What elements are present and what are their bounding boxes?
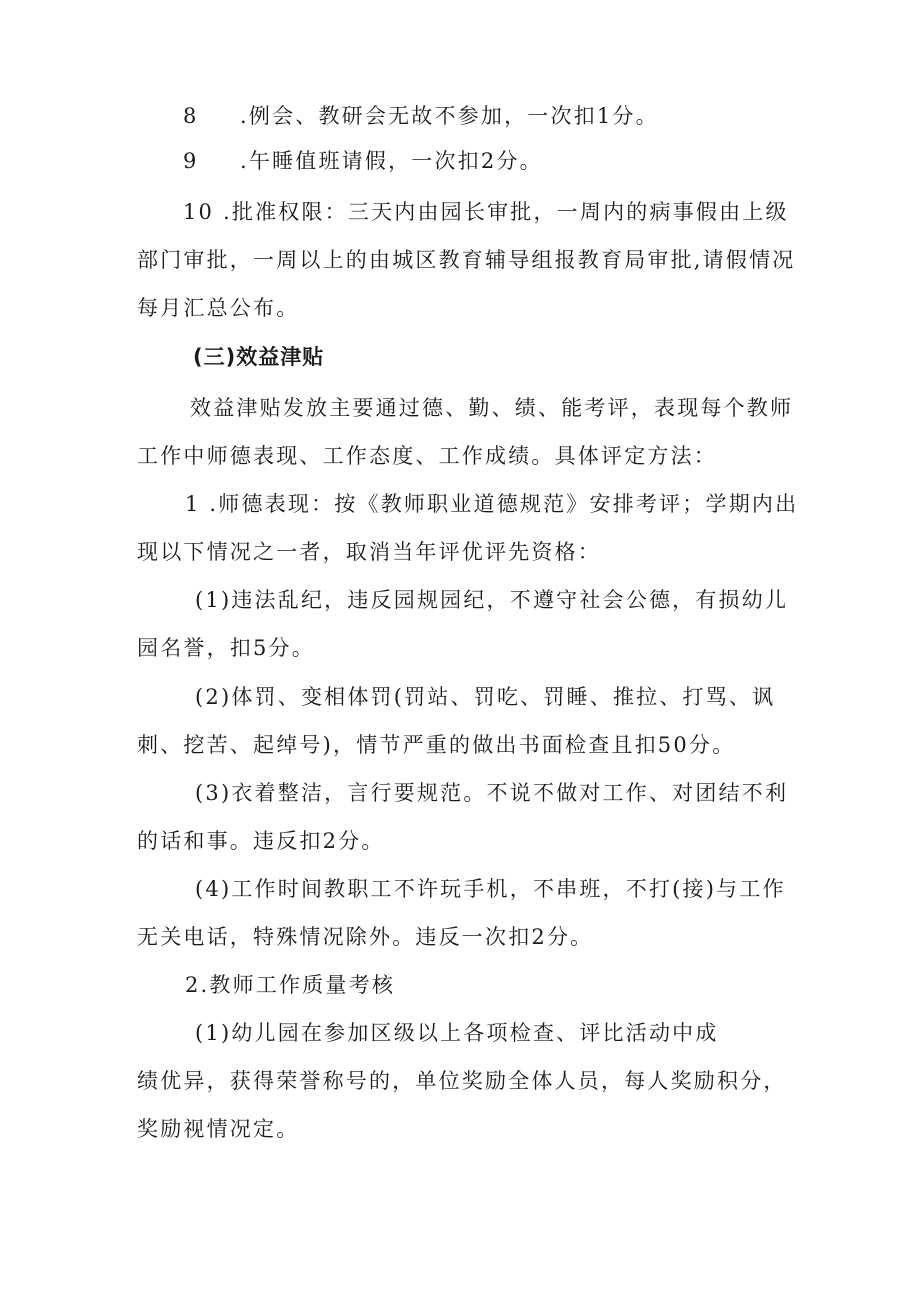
item-number-9: 9	[183, 149, 197, 173]
paragraph-line: 10 .批准权限：三天内由园长审批，一周内的病事假由上级	[183, 200, 789, 224]
paragraph-line: (1)违法乱纪，违反园规园纪，不遵守社会公德，有损幼儿	[195, 588, 789, 612]
paragraph-line: 的话和事。违反扣2分。	[137, 829, 385, 853]
item-number-8: 8	[183, 104, 197, 128]
paragraph-line: (4)工作时间教职工不许玩手机，不串班，不打(接)与工作	[195, 877, 786, 901]
item-8-text: .例会、教研会无故不参加，一次扣1分。	[240, 104, 659, 128]
paragraph-line: 每月汇总公布。	[137, 296, 300, 320]
paragraph-line: 无关电话，特殊情况除外。违反一次扣2分。	[137, 925, 594, 949]
paragraph-line: (3)衣着整洁，言行要规范。不说不做对工作、对团结不利	[195, 781, 789, 805]
paragraph-line: 现以下情况之一者，取消当年评优评先资格：	[137, 540, 601, 564]
paragraph-line: 效益津贴发放主要通过德、勤、绩、能考评，表现每个教师	[190, 396, 794, 420]
paragraph-line: 园名誉，扣5分。	[137, 636, 315, 660]
paragraph-line: 1 .师德表现：按《教师职业道德规范》安排考评；学期内出	[185, 492, 799, 516]
paragraph-line: (2)体罚、变相体罚(罚站、罚吃、罚睡、推拉、打骂、讽	[195, 685, 776, 709]
subsection-heading: 2.教师工作质量考核	[185, 973, 396, 997]
paragraph-line: 工作中师德表现、工作态度、工作成绩。具体评定方法：	[137, 444, 717, 468]
paragraph-line: 部门审批，一周以上的由城区教育辅导组报教育局审批,请假情况	[137, 248, 796, 272]
section-heading: (三)效益津贴	[193, 345, 325, 369]
paragraph-line: 刺、挖苦、起绰号)，情节严重的做出书面检查且扣50分。	[137, 733, 736, 757]
paragraph-line: (1)幼儿园在参加区级以上各项检查、评比活动中成	[195, 1021, 719, 1045]
item-9-text: .午睡值班请假，一次扣2分。	[240, 149, 543, 173]
paragraph-line: 奖励视情况定。	[137, 1117, 300, 1141]
paragraph-line: 绩优异，获得荣誉称号的，单位奖励全体人员，每人奖励积分，	[137, 1069, 787, 1093]
